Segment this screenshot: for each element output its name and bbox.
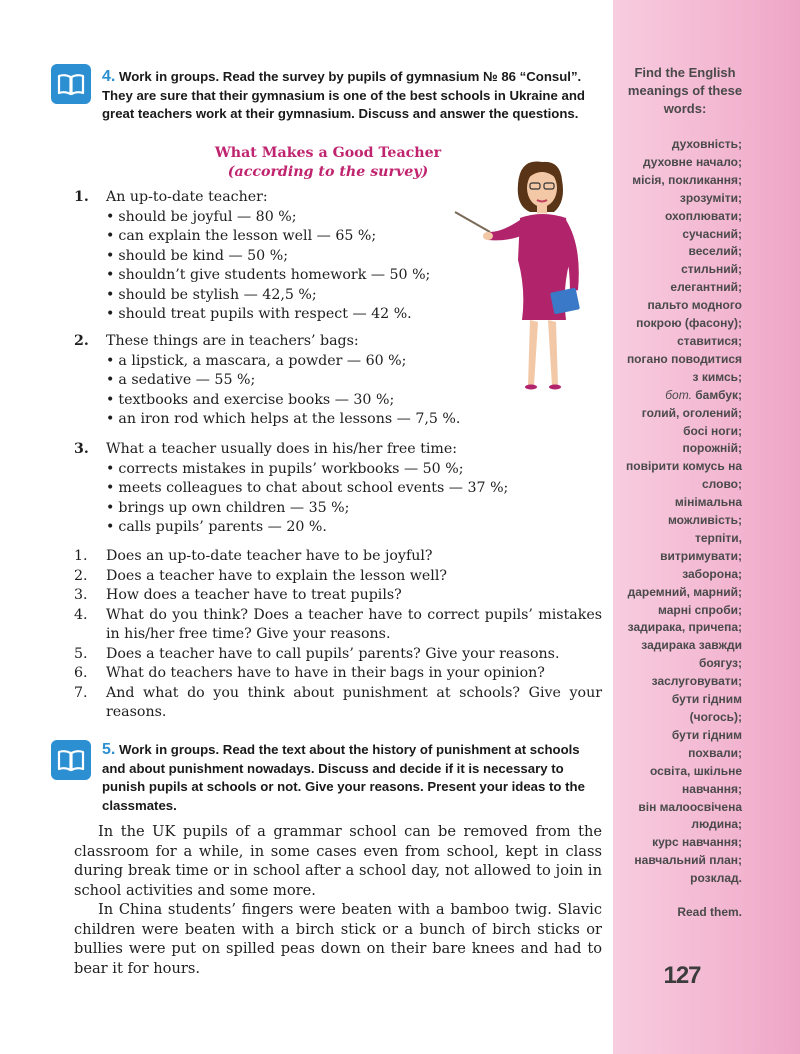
- vocabulary-item: духовне начало;: [643, 154, 742, 169]
- vocabulary-item: освіта, шкільне: [649, 763, 742, 778]
- vocabulary-item: він малоосвічена: [638, 799, 742, 814]
- vocabulary-item: ставитися;: [677, 333, 742, 348]
- survey-bullet-item: [74, 391, 634, 411]
- vocabulary-item: задирака завжди: [641, 638, 742, 653]
- survey-bullet-item: [74, 410, 634, 430]
- survey-bullet-item: [74, 460, 634, 480]
- question-item: [74, 586, 602, 606]
- vocabulary-item: бути гідним: [671, 727, 742, 742]
- question-number: 4.: [74, 606, 88, 623]
- survey-bullet-item: [74, 286, 634, 306]
- survey-bullet-item: [74, 266, 634, 286]
- question-item: [74, 684, 602, 723]
- vocabulary-item: стильний;: [681, 262, 742, 277]
- bullet-text: brings up own children — 35 %;: [118, 499, 350, 516]
- vocabulary-item: похвали;: [688, 745, 742, 760]
- survey-bullet-item: [74, 227, 634, 247]
- survey-bullet-item: [74, 352, 634, 372]
- bullet-text: corrects mistakes in pupils’ workbooks — 50 %;: [118, 460, 464, 477]
- vocabulary-item: заслуговувати;: [651, 674, 742, 689]
- task-text: Work in groups. Read the text about the history of punishment at schools and about punishment nowadays. Discuss and decide if it is necessary to punish pupils at schools or not. Give your reasons. Present your ideas to the classmates.: [102, 742, 585, 813]
- task-4-instructions: [102, 68, 602, 124]
- question-item: [74, 547, 602, 567]
- vocabulary-item: розклад.: [690, 871, 742, 886]
- question-text: How does a teacher have to treat pupils?: [106, 587, 402, 603]
- vocabulary-item: даремний, марний;: [627, 584, 742, 599]
- vocabulary-item: заборона;: [682, 566, 742, 581]
- vocabulary-item: мінімальна: [674, 495, 742, 510]
- text-paragraph: In China students’ fingers were beaten with a bamboo twig. Slavic children were beaten with a birch stick or a bunch of birch sticks or bullies were put on spilled peas down on their bare knees and had to bear it for hours.: [74, 901, 602, 977]
- bullet-text: a lipstick, a mascara, a powder — 60 %;: [118, 352, 407, 369]
- bullet-text: calls pupils’ parents — 20 %.: [118, 519, 327, 535]
- survey-title-main: What Makes a Good Teacher: [214, 145, 442, 161]
- page-number: 127: [663, 962, 701, 989]
- vocabulary-item: голий, оголений;: [641, 405, 742, 420]
- survey-bullet-item: [74, 247, 634, 267]
- questions-list: [74, 547, 602, 723]
- bullet-text: an iron rod which helps at the lessons — 7,5 %.: [118, 411, 461, 427]
- question-number: 2.: [74, 567, 88, 584]
- question-text: And what do you think about punishment at schools? Give your reasons.: [106, 684, 602, 720]
- section-number: 1.: [74, 189, 89, 205]
- task-number: 5.: [102, 741, 116, 758]
- sidebar-heading: Find the English meanings of these words:: [627, 65, 743, 116]
- vocabulary-item: порожній;: [682, 441, 742, 456]
- vocabulary-item: задирака, причепа;: [627, 620, 742, 635]
- question-number: 5.: [74, 645, 88, 662]
- vocabulary-item: людина;: [691, 817, 742, 832]
- survey-subtitle: (according to the survey): [227, 164, 429, 180]
- survey-bullet-item: [74, 208, 634, 228]
- bullet-text: can explain the lesson well — 65 %;: [118, 228, 377, 244]
- survey-section-heading: [74, 188, 634, 208]
- question-text: What do teachers have to have in their bags in your opinion?: [106, 665, 545, 681]
- vocabulary-item: духовність;: [671, 137, 742, 151]
- bullet-text: a sedative — 55 %;: [118, 372, 256, 388]
- question-item: [74, 664, 602, 684]
- vocabulary-item: навчальний план;: [634, 853, 742, 868]
- vocabulary-item: терпіти,: [694, 530, 742, 545]
- vocabulary-item: босі ноги;: [683, 423, 742, 438]
- survey-section: [74, 188, 634, 325]
- section-heading-text: These things are in teachers’ bags:: [106, 333, 359, 349]
- vocabulary-item: витримувати;: [660, 548, 742, 563]
- abbreviation-label: бот.: [665, 387, 692, 402]
- task-5-instructions: [102, 741, 602, 815]
- task-number: 4.: [102, 68, 116, 85]
- task-text: Work in groups. Read the survey by pupils of gymnasium № 86 “Consul”. They are sure that their gymnasium is one of the best schools in Ukraine and great teachers work at their gymnasium. Discuss and answer the questions.: [102, 69, 585, 121]
- bullet-text: should treat pupils with respect — 42 %.: [118, 306, 412, 322]
- vocabulary-item: можливість;: [667, 513, 742, 528]
- survey-section: [74, 440, 634, 538]
- book-icon: [51, 740, 91, 780]
- vocabulary-item: сучасний;: [682, 226, 742, 241]
- question-number: 6.: [74, 665, 88, 681]
- question-item: [74, 567, 602, 587]
- book-icon: [51, 64, 91, 104]
- bullet-text: should be joyful — 80 %;: [118, 208, 297, 225]
- section-number: 3.: [74, 441, 89, 457]
- section-heading-text: An up-to-date teacher:: [106, 189, 268, 205]
- vocabulary-item: елегантний;: [670, 280, 742, 295]
- survey-bullet-item: [74, 499, 634, 519]
- vocabulary-item: з кимсь;: [692, 369, 742, 384]
- survey-bullet-item: [74, 518, 634, 538]
- vocabulary-item: (чогось);: [689, 710, 742, 724]
- bullet-text: should be kind — 50 %;: [118, 247, 288, 264]
- vocabulary-item: охоплювати;: [665, 208, 742, 223]
- vocabulary-item: місія, покликання;: [632, 172, 742, 187]
- question-number: 7.: [74, 684, 88, 701]
- question-item: [74, 606, 602, 645]
- survey-section-heading: [74, 440, 634, 460]
- question-text: Does a teacher have to explain the lesson well?: [106, 567, 447, 584]
- vocabulary-item: навчання;: [682, 781, 742, 796]
- bullet-text: should be stylish — 42,5 %;: [118, 286, 317, 303]
- question-number: 3.: [74, 587, 88, 603]
- survey-bullet-item: [74, 479, 634, 499]
- survey-section: [74, 332, 634, 430]
- vocabulary-item: курс навчання;: [652, 835, 742, 850]
- vocabulary-item: зрозуміти;: [679, 190, 742, 205]
- vocabulary-item: пальто модного: [647, 298, 742, 313]
- vocabulary-item: бути гідним: [671, 692, 742, 707]
- question-text: What do you think? Does a teacher have to correct pupils’ mistakes in his/her free time? Give your reasons.: [106, 606, 602, 642]
- vocabulary-item: веселий;: [688, 244, 742, 259]
- vocabulary-item: слово;: [701, 477, 742, 492]
- section-heading-text: What a teacher usually does in his/her free time:: [106, 441, 458, 457]
- vocabulary-item: повірити комусь на: [625, 459, 742, 474]
- question-text: Does a teacher have to call pupils’ parents? Give your reasons.: [106, 645, 560, 662]
- vocabulary-item: марні спроби;: [657, 602, 742, 617]
- section-number: 2.: [74, 333, 89, 349]
- bullet-text: meets colleagues to chat about school events — 37 %;: [118, 480, 509, 496]
- bullet-text: shouldn’t give students homework — 50 %;: [118, 267, 431, 283]
- vocabulary-item: покрою (фасону);: [636, 316, 742, 331]
- survey-bullet-item: [74, 371, 634, 391]
- text-paragraph: In the UK pupils of a grammar school can be removed from the classroom for a while, in some cases even from school, kept in class during break time or in school after a school day, not allowed to join in school activities and some more.: [74, 823, 602, 899]
- question-number: 1.: [74, 548, 88, 564]
- question-item: [74, 645, 602, 665]
- question-text: Does an up-to-date teacher have to be joyful?: [106, 548, 433, 564]
- survey-section-heading: [74, 332, 634, 352]
- survey-title: [188, 144, 468, 182]
- bullet-text: textbooks and exercise books — 30 %;: [118, 391, 395, 408]
- sidebar-footer: Read them.: [677, 905, 742, 919]
- vocabulary-word: бамбук;: [695, 387, 742, 402]
- vocabulary-item: погано поводитися: [626, 351, 742, 366]
- vocabulary-item: боягуз;: [698, 656, 742, 671]
- survey-bullet-item: [74, 305, 634, 325]
